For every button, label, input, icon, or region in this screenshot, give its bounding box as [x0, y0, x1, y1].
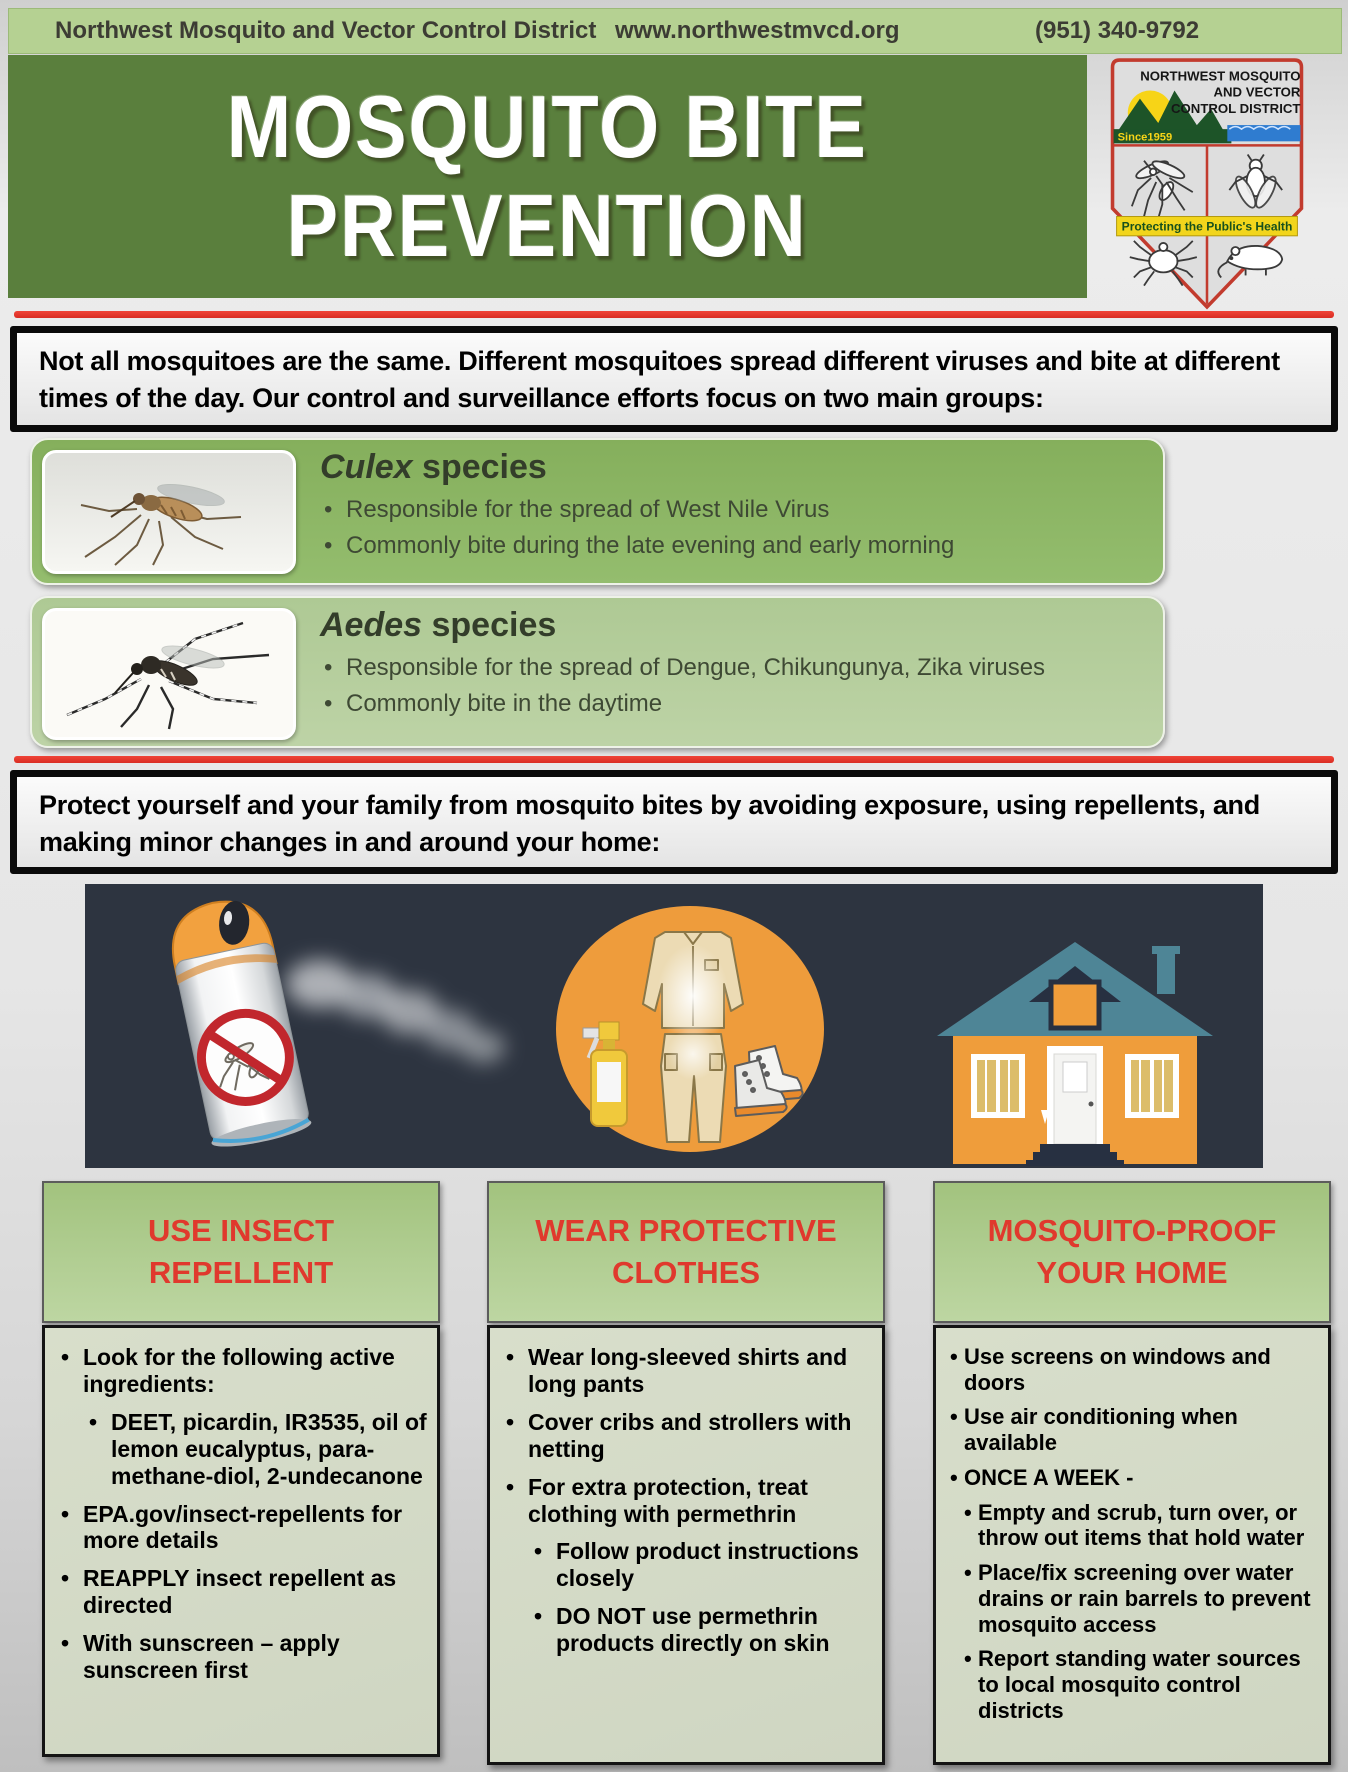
intro-text: Not all mosquitoes are the same. Different mosquitoes spread different viruses and bite at different times of the day. Our control and surveillance efforts focus on two main groups:: [39, 346, 1280, 414]
list-item: • DO NOT use permethrin products directly on skin: [530, 1603, 872, 1657]
illustration-band: [85, 884, 1263, 1168]
column-home-title: MOSQUITO-PROOF YOUR HOME: [987, 1213, 1277, 1290]
column-clothes-title: WEAR PROTECTIVE CLOTHES: [535, 1213, 837, 1290]
list-item: • Responsible for the spread of West Nile Virus: [320, 495, 954, 525]
spray-can-icon: [162, 892, 313, 1152]
list-item: • For extra protection, treat clothing with permethrin: [502, 1474, 872, 1528]
spray-mist-icon: [286, 960, 505, 1063]
red-divider-middle: [14, 756, 1334, 763]
logo-since-text: Since1959: [1117, 131, 1173, 144]
list-item: • Use air conditioning when available: [948, 1404, 1318, 1455]
logo-name-line2: AND VECTOR: [1213, 84, 1301, 100]
list-item: • Place/fix screening over water drains or rain barrels to prevent mosquito access: [962, 1560, 1318, 1637]
column-home-body: [933, 1325, 1331, 1765]
district-shield-logo: [1104, 56, 1310, 312]
protect-text: Protect yourself and your family from mosquito bites by avoiding exposure, using repellents, and making minor changes in and around your home:: [39, 790, 1260, 858]
window-icon: [1125, 1054, 1179, 1118]
culex-mosquito-photo: [42, 450, 296, 574]
intro-box: [10, 326, 1338, 432]
list-item: • Use screens on windows and doors: [948, 1344, 1318, 1395]
list-item: • REAPPLY insect repellent as directed: [57, 1565, 427, 1619]
column-home-header: [933, 1181, 1331, 1323]
district-name: Northwest Mosquito and Vector Control District: [55, 17, 597, 44]
red-divider-top: [14, 311, 1334, 318]
page-title-line2: PREVENTION: [286, 175, 809, 275]
list-item: • Commonly bite during the late evening and early morning: [320, 531, 954, 561]
protective-clothes-illustration: [553, 904, 827, 1154]
aedes-bullets: [320, 653, 1045, 719]
list-item: • ONCE A WEEK -: [948, 1465, 1318, 1491]
website-text: www.northwestmvcd.org: [615, 17, 900, 44]
title-block: [8, 55, 1087, 298]
column-repellent-header: [42, 1181, 440, 1323]
list-item: • Commonly bite in the daytime: [320, 689, 1045, 719]
culex-panel: [30, 438, 1165, 585]
page-title-line1: MOSQUITO BITE: [226, 76, 868, 176]
list-item: • Responsible for the spread of Dengue, Chikungunya, Zika viruses: [320, 653, 1045, 683]
house-illustration: [937, 942, 1213, 1166]
logo-banner-text: Protecting the Public's Health: [1121, 219, 1293, 234]
door-icon: [1041, 1046, 1103, 1144]
window-icon: [971, 1054, 1025, 1118]
aedes-heading: Aedes species: [320, 606, 557, 644]
protect-box: [10, 770, 1338, 874]
spray-can-illustration: [105, 892, 545, 1162]
aedes-panel: [30, 596, 1165, 748]
column-clothes-header: [487, 1181, 885, 1323]
list-item: • Follow product instructions closely: [530, 1538, 872, 1592]
culex-heading: Culex species: [320, 448, 547, 486]
phone-number: (951) 340-9792: [1035, 17, 1200, 44]
list-item: • Look for the following active ingredients:: [57, 1344, 427, 1398]
list-item: • EPA.gov/insect-repellents for more details: [57, 1501, 427, 1555]
list-item: • Empty and scrub, turn over, or throw out items that hold water: [962, 1500, 1318, 1551]
list-item: • DEET, picardin, IR3535, oil of lemon eucalyptus, para-methane-diol, 2-undecanone: [85, 1409, 427, 1490]
culex-bullets: [320, 495, 954, 561]
list-item: • Cover cribs and strollers with netting: [502, 1409, 872, 1463]
column-repellent-title: USE INSECT REPELLENT: [147, 1213, 335, 1290]
top-info-bar: [8, 8, 1342, 54]
column-repellent-body: [42, 1325, 440, 1757]
column-clothes-body: [487, 1325, 885, 1765]
list-item: • Wear long-sleeved shirts and long pants: [502, 1344, 872, 1398]
logo-name-line1: NORTHWEST MOSQUITO: [1140, 68, 1301, 84]
list-item: • With sunscreen – apply sunscreen first: [57, 1630, 427, 1684]
aedes-mosquito-photo: [42, 608, 296, 740]
logo-name-line3: CONTROL DISTRICT: [1171, 100, 1301, 116]
house-icon: [937, 942, 1213, 1166]
list-item: • Report standing water sources to local mosquito control districts: [962, 1646, 1318, 1723]
